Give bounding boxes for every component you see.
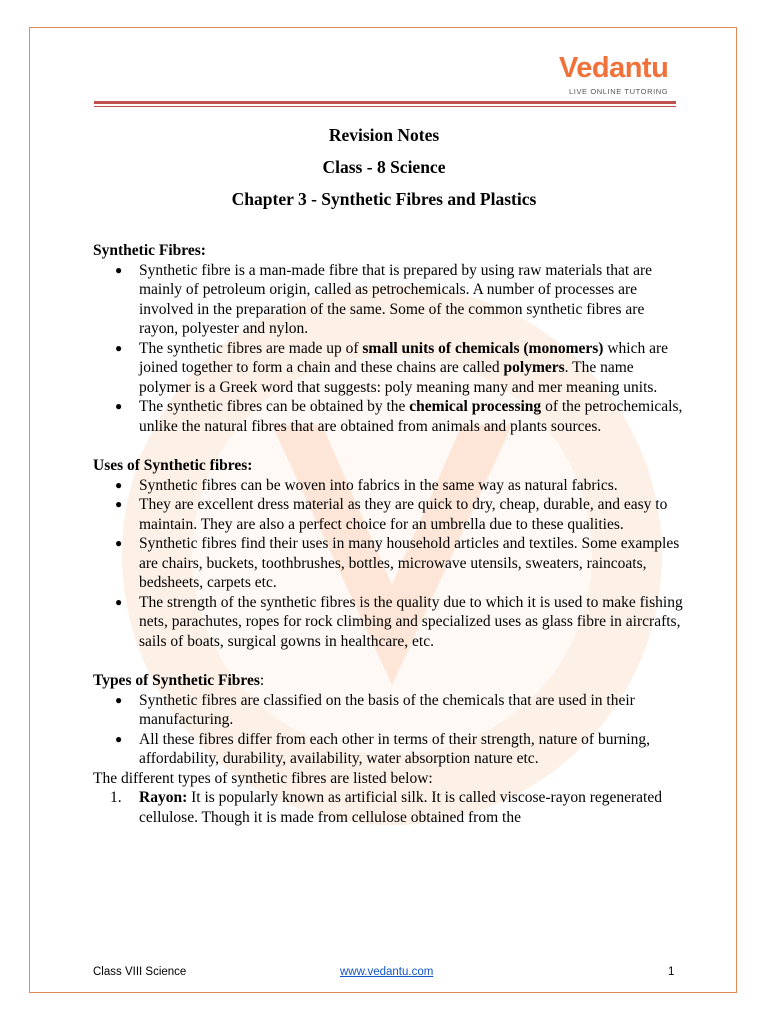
logo-tagline: LIVE ONLINE TUTORING <box>569 87 669 96</box>
vedantu-logo <box>559 52 673 102</box>
doc-class: Class - 8 Science <box>322 157 446 177</box>
section-heading-uses: Uses of Synthetic fibres: <box>93 457 253 474</box>
types-numbered-list <box>93 788 683 827</box>
uses-list <box>93 476 683 652</box>
logo-wordmark: Vedantu <box>559 52 669 84</box>
section-heading-types: Types of Synthetic Fibres <box>93 672 260 689</box>
header-rule-thin <box>94 106 676 107</box>
footer-link[interactable]: www.vedantu.com <box>340 966 434 978</box>
types-list <box>93 691 683 769</box>
list-item <box>93 397 683 436</box>
list-number: 1. <box>110 789 122 806</box>
list-item: ● They are excellent dress material as they are quick to dry, cheap, durable, and easy to maintain. They are also a perfect choice for an umbrella due to these qualities. <box>93 495 683 534</box>
text: . The name polymer is a Greek word that suggests: poly meaning many and mer meaning units. <box>139 359 658 396</box>
text: of the petrochemicals, unlike the natural fibres that are obtained from animals and plants sources. <box>139 398 683 435</box>
list-item: ● The strength of the synthetic fibres is the quality due to which it is used to make fishing nets, parachutes, ropes for rock climbing and specialized uses as glass fibre in aircrafts, sails of boats, surgical gowns in healthcare, etc. <box>93 593 683 652</box>
heading-colon: : <box>259 672 265 689</box>
section-heading-synthetic-fibres: Synthetic Fibres: <box>93 242 206 259</box>
bold-term-rayon: Rayon: <box>139 789 188 806</box>
doc-chapter: Chapter 3 - Synthetic Fibres and Plastics <box>231 189 537 209</box>
list-item <box>93 339 683 398</box>
list-item: ● Synthetic fibres are classified on the basis of the chemicals that are used in their manufacturing. <box>93 691 683 730</box>
list-item <box>93 788 683 827</box>
text: The synthetic fibres are made up of <box>139 339 363 357</box>
bold-term-polymers: polymers <box>503 359 565 376</box>
text: The synthetic fibres can be obtained by the <box>139 398 410 415</box>
list-item: ● All these fibres differ from each other in terms of their strength, nature of burning, affordability, durability, availability, water absorption nature etc. <box>93 730 683 769</box>
list-item: ● Synthetic fibres find their uses in many household articles and textiles. Some examples are chairs, buckets, toothbrushes, bottles, microwave utensils, sweaters, raincoats, bedsheets, carpets etc. <box>93 534 683 593</box>
bold-term-chemical-processing: chemical processing <box>409 398 542 415</box>
list-item: ● Synthetic fibre is a man-made fibre that is prepared by using raw materials that are mainly of petroleum origin, called as petrochemicals. A number of processes are involved in the preparation of the same. Some of the common synthetic fibres are rayon, polyester and nylon. <box>93 261 683 339</box>
header-rule-thick <box>94 101 676 104</box>
text: It is popularly known as artificial silk. It is called viscose-rayon regenerated cellulose. Though it is made from cellulose obtained from the <box>139 789 662 826</box>
page-number: 1 <box>668 966 675 978</box>
text: which are joined together to form a chain and these chains are called <box>139 339 669 376</box>
synthetic-fibres-list <box>93 261 683 437</box>
section-heading-types-row <box>93 671 683 691</box>
footer-left: Class VIII Science <box>93 966 187 978</box>
bold-term-monomers: small units of chemicals (monomers) <box>362 339 604 357</box>
doc-title: Revision Notes <box>328 125 440 145</box>
types-intro: The different types of synthetic fibres are listed below: <box>93 769 433 787</box>
page-content <box>93 241 683 827</box>
list-item: ● Synthetic fibres can be woven into fabrics in the same way as natural fabrics. <box>93 476 683 496</box>
